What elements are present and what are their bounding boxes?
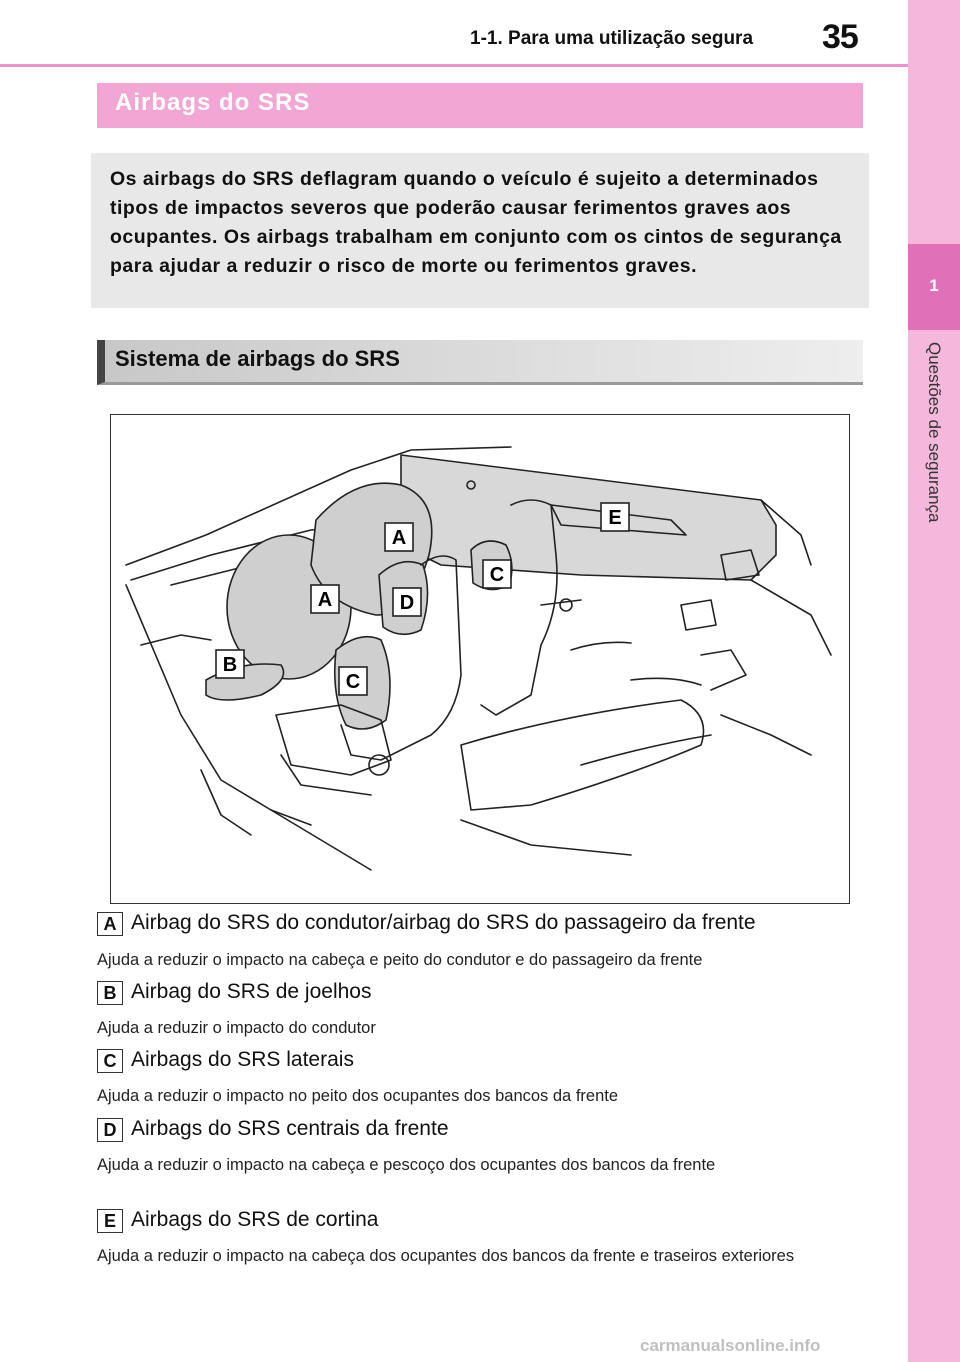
legend-title: Airbag do SRS do condutor/airbag do SRS do passageiro da frente — [131, 911, 756, 934]
callout-label-d: D — [399, 592, 415, 614]
legend-description: Ajuda a reduzir o impacto na cabeça e peito do condutor e do passageiro da frente — [97, 951, 703, 969]
legend-description: Ajuda a reduzir o impacto no peito dos ocupantes dos bancos da frente — [97, 1087, 619, 1105]
legend-description: Ajuda a reduzir o impacto na cabeça dos ocupantes dos bancos da frente e traseiros exteriores — [97, 1247, 795, 1265]
airbag-system-illustration — [110, 414, 850, 904]
legend-title: Airbags do SRS laterais — [131, 1048, 354, 1071]
callout-label-c-driver: C — [345, 671, 361, 693]
legend-title: Airbag do SRS de joelhos — [131, 980, 372, 1003]
legend-letter-box: C — [97, 1049, 123, 1073]
intro-text-box: Os airbags do SRS deflagram quando o veículo é sujeito a determinados tipos de impactos severos que poderão causar ferimentos graves aos ocupantes. Os airbags trabalham em conjunto com os cintos de segurança para ajudar a reduzir o risco de morte ou ferimentos graves. — [91, 153, 869, 308]
header-divider — [0, 64, 908, 67]
callout-label-a-driver: A — [317, 589, 333, 611]
callout-label-a-passenger: A — [391, 527, 407, 549]
chapter-label: Questões de segurança — [925, 342, 944, 523]
legend-title: Airbags do SRS centrais da frente — [131, 1117, 449, 1140]
running-header: 1-1. Para uma utilização segura — [470, 28, 754, 49]
topic-banner: Airbags do SRS — [97, 83, 863, 128]
callout-label-e: E — [608, 507, 622, 529]
legend-letter-box: E — [97, 1209, 123, 1233]
legend-description: Ajuda a reduzir o impacto na cabeça e pescoço dos ocupantes dos bancos da frente — [97, 1156, 716, 1174]
section-heading: Sistema de airbags do SRS — [97, 340, 863, 385]
chapter-number: 1 — [929, 276, 939, 295]
chapter-side-tab — [908, 0, 960, 1362]
legend-title: Airbags do SRS de cortina — [131, 1208, 379, 1231]
curtain-airbag-shape — [401, 455, 776, 580]
legend-description: Ajuda a reduzir o impacto do condutor — [97, 1019, 376, 1037]
legend-letter-box: A — [97, 912, 123, 936]
rear-seat-cushion — [461, 700, 704, 810]
callout-label-b: B — [222, 654, 238, 676]
page-number: 35 — [822, 18, 858, 56]
watermark-text: carmanualsonline.info — [640, 1336, 821, 1355]
legend-letter-box: B — [97, 981, 123, 1005]
car-interior-drawing — [111, 415, 850, 904]
callout-label-c-passenger: C — [489, 564, 505, 586]
legend-letter-box: D — [97, 1118, 123, 1142]
